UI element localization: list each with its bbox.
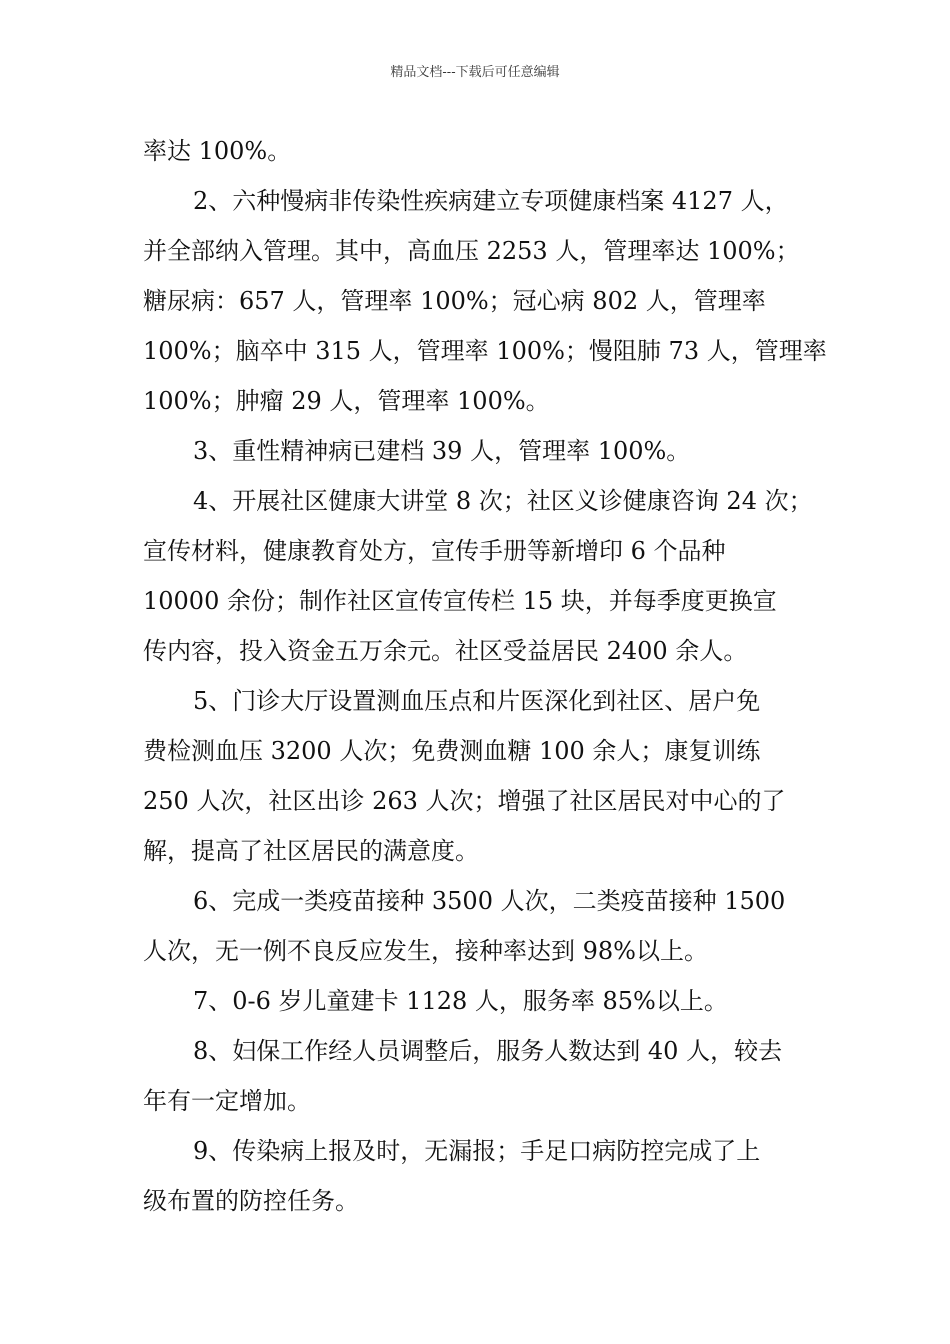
text-line: 人次，无一例不良反应发生，接种率达到 98%以上。 [143, 937, 708, 965]
text-line: 糖尿病：657 人，管理率 100%；冠心病 802 人，管理率 [143, 287, 766, 315]
text-line: 2、六种慢病非传染性疾病建立专项健康档案 4127 人， [193, 187, 789, 215]
text-line: 250 人次，社区出诊 263 人次；增强了社区居民对中心的了 [143, 787, 786, 815]
text-line: 并全部纳入管理。其中，高血压 2253 人，管理率达 100%； [143, 237, 800, 265]
document-body [143, 126, 827, 1226]
text-line: 10000 余份；制作社区宣传宣传栏 15 块，并每季度更换宣 [143, 587, 777, 615]
paragraph-item-4 [143, 476, 815, 676]
text-line: 6、完成一类疫苗接种 3500 人次，二类疫苗接种 1500 [193, 887, 786, 915]
text-line: 7、0-6 岁儿童建卡 1128 人，服务率 85%以上。 [193, 987, 728, 1015]
paragraph-item-6 [143, 876, 815, 976]
paragraph-item-5 [143, 676, 815, 876]
paragraph-continuation [143, 126, 815, 176]
text-line: 宣传材料，健康教育处方，宣传手册等新增印 6 个品种 [143, 537, 726, 565]
paragraph-item-7 [143, 976, 815, 1026]
text-line: 9、传染病上报及时，无漏报；手足口病防控完成了上 [193, 1137, 761, 1165]
page-header: 精品文档---下载后可任意编辑 [390, 65, 560, 80]
text-line: 传内容，投入资金五万余元。社区受益居民 2400 余人。 [143, 637, 748, 665]
paragraph-item-9 [143, 1126, 815, 1226]
text-line: 解，提高了社区居民的满意度。 [143, 837, 479, 865]
text-line: 3、重性精神病已建档 39 人，管理率 100%。 [193, 437, 691, 465]
text-line: 率达 100%。 [143, 137, 292, 165]
text-line: 5、门诊大厅设置测血压点和片医深化到社区、居户免 [193, 687, 761, 715]
text-line: 级布置的防控任务。 [143, 1187, 359, 1215]
text-line: 4、开展社区健康大讲堂 8 次；社区义诊健康咨询 24 次； [193, 487, 813, 515]
text-line: 100%；脑卒中 315 人，管理率 100%；慢阻肺 73 人，管理率 [143, 337, 827, 365]
text-line: 费检测血压 3200 人次；免费测血糖 100 余人；康复训练 [143, 737, 761, 765]
paragraph-item-8 [143, 1026, 815, 1126]
text-line: 8、妇保工作经人员调整后，服务人数达到 40 人，较去 [193, 1037, 783, 1065]
paragraph-item-3 [143, 426, 815, 476]
text-line: 年有一定增加。 [143, 1087, 311, 1115]
text-line: 100%；肿瘤 29 人，管理率 100%。 [143, 387, 550, 415]
paragraph-item-2 [143, 176, 827, 426]
